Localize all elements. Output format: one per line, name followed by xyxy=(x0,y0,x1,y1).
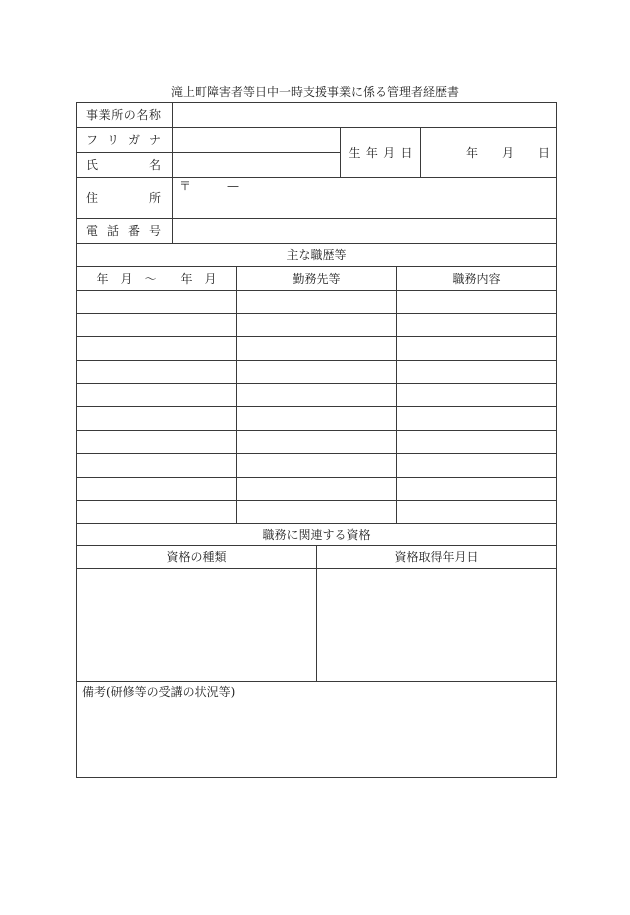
career-period-cell xyxy=(77,501,237,524)
remarks-label: 備考(研修等の受講の状況等) xyxy=(82,685,236,699)
career-employer-cell xyxy=(237,384,397,407)
career-employer-cell xyxy=(237,291,397,314)
career-duties-cell xyxy=(397,361,557,384)
name-label-cell xyxy=(77,153,173,178)
office-name-label-cell xyxy=(77,103,173,128)
career-duties-cell xyxy=(397,454,557,478)
career-duties-cell xyxy=(397,291,557,314)
career-employer-cell xyxy=(237,454,397,478)
career-period-cell xyxy=(77,478,237,501)
qualifications-col-type: 資格の種類 xyxy=(77,546,317,569)
career-employer-cell xyxy=(237,361,397,384)
career-period-cell xyxy=(77,361,237,384)
applicant-section xyxy=(77,103,557,244)
qualification-type-field xyxy=(77,569,317,682)
qualifications-table xyxy=(77,524,557,682)
address-field xyxy=(173,178,557,219)
remarks-section xyxy=(77,682,557,778)
career-period-cell xyxy=(77,314,237,337)
name-label: 氏 名 xyxy=(86,158,161,172)
furigana-label-cell xyxy=(77,128,173,153)
career-employer-cell xyxy=(237,407,397,431)
career-period-cell xyxy=(77,454,237,478)
address-label-cell xyxy=(77,178,173,219)
career-table xyxy=(77,244,557,524)
furigana-field xyxy=(173,128,341,153)
career-duties-cell xyxy=(397,407,557,431)
career-duties-cell xyxy=(397,384,557,407)
phone-field xyxy=(173,219,557,244)
name-field xyxy=(173,153,341,178)
career-heading: 主な職歴等 xyxy=(77,244,557,267)
career-employer-cell xyxy=(237,431,397,454)
career-col-duties: 職務内容 xyxy=(397,267,557,291)
birthdate-field: 年 月 日 xyxy=(421,128,557,178)
birthdate-label-cell xyxy=(341,128,421,178)
career-col-employer: 勤務先等 xyxy=(237,267,397,291)
manager-resume-form xyxy=(76,102,557,778)
career-employer-cell xyxy=(237,501,397,524)
postal-code-mark: 〒 — xyxy=(179,179,240,193)
address-label: 住 所 xyxy=(86,191,161,205)
office-name-field xyxy=(173,103,557,128)
career-period-cell xyxy=(77,337,237,361)
birthdate-label: 生 年 月 日 xyxy=(348,145,413,160)
career-duties-cell xyxy=(397,431,557,454)
remarks-box xyxy=(77,682,557,778)
career-period-cell xyxy=(77,291,237,314)
career-col-period: 年 月 〜 年 月 xyxy=(77,267,237,291)
career-duties-cell xyxy=(397,478,557,501)
phone-label: 電 話 番 号 xyxy=(86,224,161,238)
career-employer-cell xyxy=(237,337,397,361)
document-title: 滝上町障害者等日中一時支援事業に係る管理者経歴書 xyxy=(170,85,459,99)
qualification-acquired-date-field xyxy=(317,569,557,682)
career-employer-cell xyxy=(237,478,397,501)
career-duties-cell xyxy=(397,501,557,524)
phone-label-cell xyxy=(77,219,173,244)
office-name-label: 事業所の名称 xyxy=(86,108,161,122)
career-period-cell xyxy=(77,431,237,454)
career-period-cell xyxy=(77,384,237,407)
career-duties-cell xyxy=(397,314,557,337)
furigana-label: フ リ ガ ナ xyxy=(86,133,161,147)
career-period-cell xyxy=(77,407,237,431)
career-employer-cell xyxy=(237,314,397,337)
career-duties-cell xyxy=(397,337,557,361)
qualifications-heading: 職務に関連する資格 xyxy=(77,524,557,546)
qualifications-col-acquired-date: 資格取得年月日 xyxy=(317,546,557,569)
